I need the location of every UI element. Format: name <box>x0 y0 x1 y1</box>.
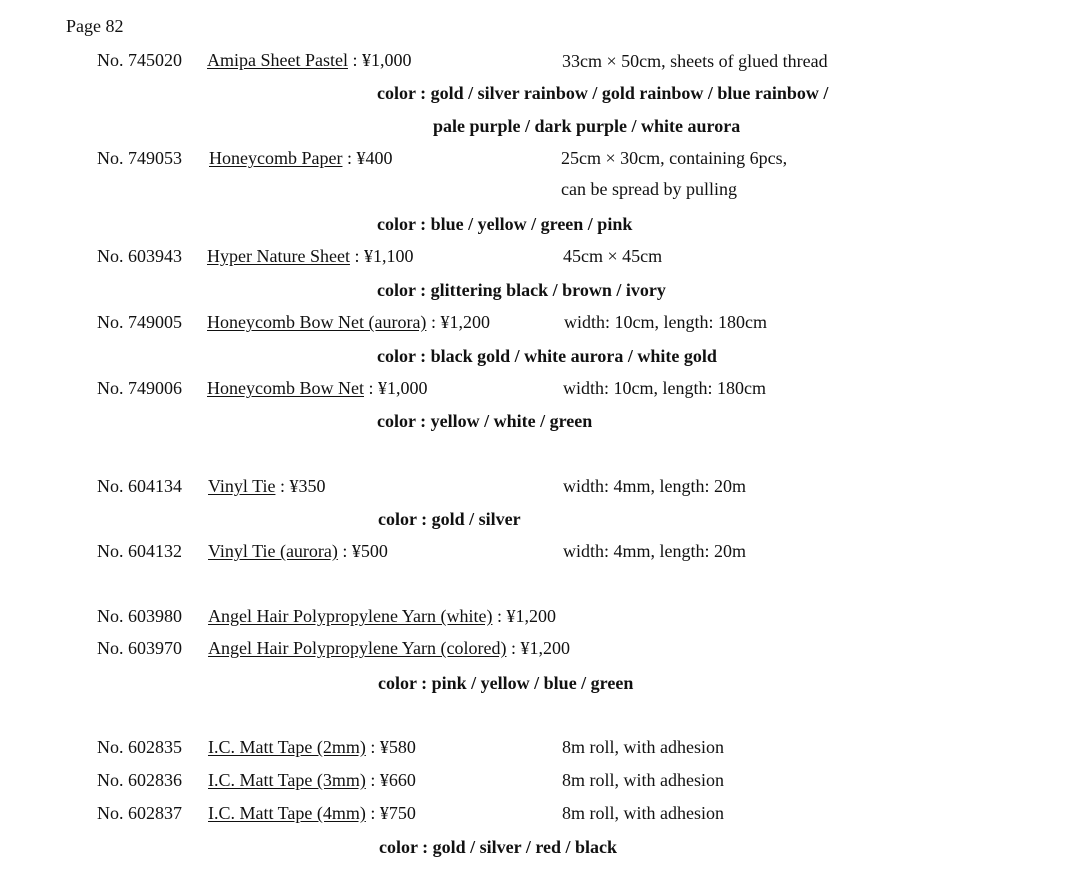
color-options: color : gold / silver / red / black <box>379 837 617 857</box>
color-options: color : blue / yellow / green / pink <box>377 214 633 234</box>
product-entry <box>207 244 413 268</box>
item-number: No. 603980 <box>97 606 182 626</box>
product-price: : ¥500 <box>337 541 388 561</box>
product-price: : ¥750 <box>365 803 416 823</box>
product-price: : ¥1,000 <box>347 50 412 70</box>
color-options: color : pink / yellow / blue / green <box>378 673 634 693</box>
product-price: : ¥1,200 <box>426 312 490 332</box>
color-options: color : yellow / white / green <box>377 411 593 431</box>
color-options: color : black gold / white aurora / white gold <box>377 346 717 366</box>
product-name: Angel Hair Polypropylene Yarn (colored) <box>208 638 507 658</box>
color-options: color : gold / silver rainbow / gold rainbow / blue rainbow / <box>377 83 829 103</box>
product-name: Angel Hair Polypropylene Yarn (white) <box>208 606 493 626</box>
product-price: : ¥350 <box>275 476 326 496</box>
product-name: Vinyl Tie (aurora) <box>208 541 338 561</box>
product-entry <box>207 310 490 334</box>
product-price: : ¥1,100 <box>349 246 414 266</box>
product-price: : ¥580 <box>365 737 416 757</box>
product-price: : ¥660 <box>365 770 416 790</box>
item-number: No. 749005 <box>97 312 182 332</box>
product-entry <box>207 376 428 400</box>
product-spec: 8m roll, with adhesion <box>562 770 724 790</box>
color-options: color : gold / silver <box>378 509 521 529</box>
product-entry <box>208 474 325 498</box>
product-spec: width: 4mm, length: 20m <box>563 541 746 561</box>
item-number: No. 745020 <box>97 50 182 70</box>
product-name: I.C. Matt Tape (4mm) <box>208 803 366 823</box>
product-price: : ¥400 <box>342 148 393 168</box>
item-number: No. 749053 <box>97 148 182 168</box>
product-entry <box>208 801 416 825</box>
item-number: No. 602835 <box>97 737 182 757</box>
product-name: Honeycomb Paper <box>209 148 343 168</box>
product-spec: 8m roll, with adhesion <box>562 803 724 823</box>
product-spec: 33cm × 50cm, sheets of glued thread <box>562 51 828 71</box>
product-entry <box>208 539 388 563</box>
item-number: No. 604132 <box>97 541 182 561</box>
product-spec: 45cm × 45cm <box>563 246 663 266</box>
product-name: Honeycomb Bow Net (aurora) <box>207 312 427 332</box>
product-name: Honeycomb Bow Net <box>207 378 364 398</box>
product-entry <box>207 48 412 72</box>
item-number: No. 749006 <box>97 378 182 398</box>
product-spec: width: 4mm, length: 20m <box>563 476 746 496</box>
page-number: Page 82 <box>66 16 124 36</box>
product-price: : ¥1,000 <box>363 378 428 398</box>
item-number: No. 603970 <box>97 638 182 658</box>
color-options-continued: pale purple / dark purple / white aurora <box>433 116 741 136</box>
product-spec: 25cm × 30cm, containing 6pcs, <box>561 148 788 168</box>
product-price: : ¥1,200 <box>492 606 556 626</box>
product-spec: width: 10cm, length: 180cm <box>563 378 766 398</box>
product-name: Amipa Sheet Pastel <box>207 50 348 70</box>
product-name: Vinyl Tie <box>208 476 276 496</box>
product-name: I.C. Matt Tape (2mm) <box>208 737 366 757</box>
product-spec: 8m roll, with adhesion <box>562 737 724 757</box>
color-options: color : glittering black / brown / ivory <box>377 280 666 300</box>
product-entry <box>208 768 416 792</box>
product-spec: width: 10cm, length: 180cm <box>564 312 767 332</box>
item-number: No. 603943 <box>97 246 182 266</box>
product-entry <box>208 636 570 660</box>
item-number: No. 602837 <box>97 803 182 823</box>
product-name: Hyper Nature Sheet <box>207 246 350 266</box>
product-name: I.C. Matt Tape (3mm) <box>208 770 366 790</box>
item-number: No. 602836 <box>97 770 182 790</box>
product-entry <box>208 604 556 628</box>
product-entry <box>208 735 416 759</box>
item-number: No. 604134 <box>97 476 182 496</box>
product-spec-continued: can be spread by pulling <box>561 179 737 199</box>
product-entry <box>209 146 392 170</box>
product-price: : ¥1,200 <box>506 638 570 658</box>
